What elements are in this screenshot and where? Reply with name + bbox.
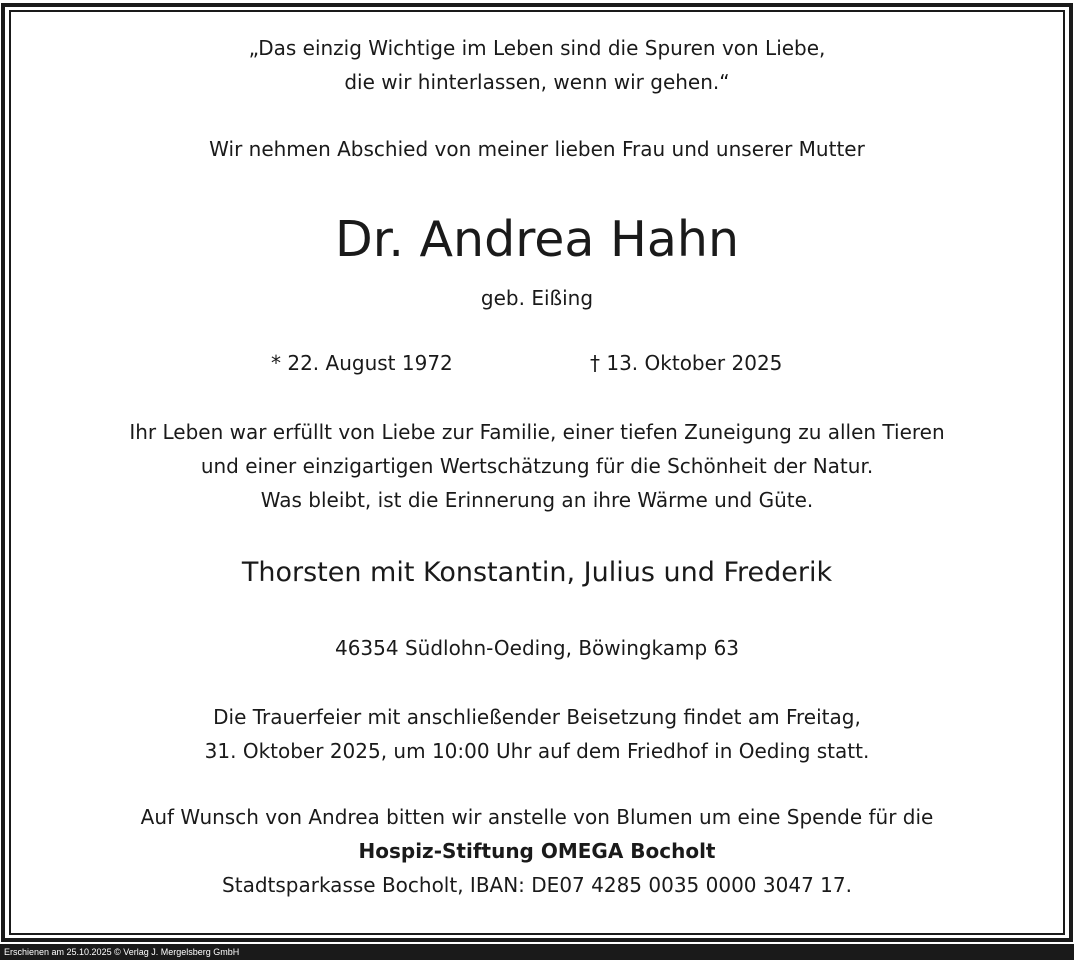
donation-organization: Hospiz-Stiftung OMEGA Bocholt	[358, 839, 716, 863]
address: 46354 Südlohn-Oeding, Böwingkamp 63	[334, 636, 740, 660]
quote-line-1: „Das einzig Wichtige im Leben sind die Spuren von Liebe,	[248, 36, 826, 60]
donation-bank: Stadtsparkasse Bocholt, IBAN: DE07 4285 0035 0000 3047 17.	[222, 873, 852, 897]
publication-footer: Erschienen am 25.10.2025 © Verlag J. Mergelsberg GmbH	[0, 944, 1074, 960]
tribute-line-3: Was bleibt, ist die Erinnerung an ihre Wärme und Güte.	[260, 488, 814, 512]
quote-line-2: die wir hinterlassen, wenn wir gehen.“	[344, 70, 730, 94]
deceased-name: Dr. Andrea Hahn	[334, 211, 739, 268]
tribute-line-2: und einer einzigartigen Wertschätzung für die Schönheit der Natur.	[200, 454, 874, 478]
mourners: Thorsten mit Konstantin, Julius und Frederik	[241, 557, 833, 588]
death-date: † 13. Oktober 2025	[590, 351, 783, 375]
funeral-line-1: Die Trauerfeier mit anschließender Beisetzung findet am Freitag,	[213, 705, 861, 729]
birth-name: geb. Eißing	[480, 286, 594, 310]
funeral-line-2: 31. Oktober 2025, um 10:00 Uhr auf dem Friedhof in Oeding statt.	[204, 739, 870, 763]
donation-line-1: Auf Wunsch von Andrea bitten wir anstelle von Blumen um eine Spende für die	[140, 805, 934, 829]
intro-text: Wir nehmen Abschied von meiner lieben Frau und unserer Mutter	[209, 137, 865, 161]
birth-date: * 22. August 1972	[271, 351, 453, 375]
tribute-line-1: Ihr Leben war erfüllt von Liebe zur Familie, einer tiefen Zuneigung zu allen Tieren	[129, 420, 945, 444]
